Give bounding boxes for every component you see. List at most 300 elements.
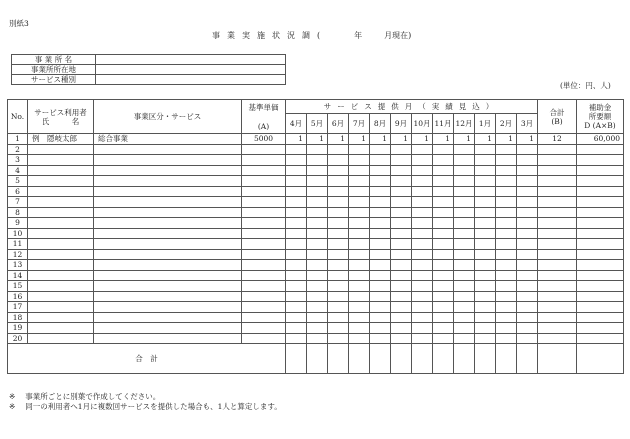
row-month-count[interactable]: [517, 186, 538, 197]
row-month-count[interactable]: [517, 176, 538, 187]
row-month-count[interactable]: [286, 312, 307, 323]
row-month-count[interactable]: [286, 165, 307, 176]
row-user-name[interactable]: [28, 144, 94, 155]
row-month-count[interactable]: [328, 186, 349, 197]
row-month-count[interactable]: [391, 197, 412, 208]
row-total[interactable]: [538, 207, 577, 218]
row-unit-price[interactable]: [242, 291, 286, 302]
row-month-count[interactable]: [370, 260, 391, 271]
row-month-count[interactable]: 1: [475, 134, 496, 145]
row-month-count[interactable]: [412, 155, 433, 166]
grand-total-cell[interactable]: [370, 344, 391, 374]
row-month-count[interactable]: [412, 176, 433, 187]
row-month-count[interactable]: [307, 186, 328, 197]
row-month-count[interactable]: [307, 197, 328, 208]
row-subsidy[interactable]: [577, 270, 624, 281]
row-month-count[interactable]: [286, 249, 307, 260]
row-total[interactable]: [538, 197, 577, 208]
row-month-count[interactable]: [517, 207, 538, 218]
row-unit-price[interactable]: [242, 207, 286, 218]
row-month-count[interactable]: [391, 249, 412, 260]
row-month-count[interactable]: [433, 270, 454, 281]
row-user-name[interactable]: [28, 323, 94, 334]
row-user-name[interactable]: 例 隠岐太郎: [28, 134, 94, 145]
row-month-count[interactable]: [517, 228, 538, 239]
row-month-count[interactable]: [433, 239, 454, 250]
row-month-count[interactable]: [454, 333, 475, 344]
row-month-count[interactable]: [328, 197, 349, 208]
row-month-count[interactable]: [328, 302, 349, 313]
row-month-count[interactable]: [391, 312, 412, 323]
row-subsidy[interactable]: [577, 155, 624, 166]
row-total[interactable]: [538, 312, 577, 323]
row-month-count[interactable]: [286, 155, 307, 166]
row-month-count[interactable]: [328, 291, 349, 302]
row-unit-price[interactable]: [242, 270, 286, 281]
row-month-count[interactable]: [412, 165, 433, 176]
row-service[interactable]: [94, 176, 242, 187]
row-month-count[interactable]: [496, 197, 517, 208]
row-month-count[interactable]: [496, 302, 517, 313]
row-user-name[interactable]: [28, 239, 94, 250]
row-service[interactable]: [94, 155, 242, 166]
row-month-count[interactable]: 1: [370, 134, 391, 145]
row-month-count[interactable]: [349, 333, 370, 344]
row-month-count[interactable]: 1: [349, 134, 370, 145]
row-month-count[interactable]: [328, 176, 349, 187]
row-month-count[interactable]: [454, 176, 475, 187]
row-month-count[interactable]: [496, 249, 517, 260]
row-unit-price[interactable]: [242, 323, 286, 334]
grand-total-cell[interactable]: [412, 344, 433, 374]
row-subsidy[interactable]: [577, 323, 624, 334]
row-total[interactable]: [538, 333, 577, 344]
row-month-count[interactable]: [496, 207, 517, 218]
row-unit-price[interactable]: [242, 312, 286, 323]
row-month-count[interactable]: [475, 165, 496, 176]
row-month-count[interactable]: [517, 312, 538, 323]
row-month-count[interactable]: [328, 270, 349, 281]
row-unit-price[interactable]: 5000: [242, 134, 286, 145]
row-month-count[interactable]: [349, 176, 370, 187]
info-value-field[interactable]: [96, 65, 286, 75]
row-month-count[interactable]: [433, 207, 454, 218]
row-month-count[interactable]: [370, 176, 391, 187]
row-subsidy[interactable]: [577, 302, 624, 313]
row-month-count[interactable]: [475, 291, 496, 302]
row-month-count[interactable]: [286, 186, 307, 197]
row-month-count[interactable]: [475, 281, 496, 292]
row-month-count[interactable]: [433, 260, 454, 271]
row-month-count[interactable]: [349, 249, 370, 260]
grand-total-cell[interactable]: [433, 344, 454, 374]
row-month-count[interactable]: [454, 228, 475, 239]
row-user-name[interactable]: [28, 186, 94, 197]
row-service[interactable]: [94, 270, 242, 281]
row-month-count[interactable]: [496, 323, 517, 334]
row-month-count[interactable]: [475, 260, 496, 271]
row-month-count[interactable]: [412, 249, 433, 260]
row-month-count[interactable]: [307, 302, 328, 313]
row-month-count[interactable]: [475, 218, 496, 229]
row-month-count[interactable]: [349, 186, 370, 197]
row-month-count[interactable]: [349, 270, 370, 281]
row-unit-price[interactable]: [242, 281, 286, 292]
row-month-count[interactable]: [391, 260, 412, 271]
row-user-name[interactable]: [28, 291, 94, 302]
row-month-count[interactable]: [475, 239, 496, 250]
row-month-count[interactable]: [370, 291, 391, 302]
row-month-count[interactable]: [412, 270, 433, 281]
row-month-count[interactable]: [370, 186, 391, 197]
row-total[interactable]: [538, 323, 577, 334]
row-subsidy[interactable]: [577, 260, 624, 271]
row-month-count[interactable]: [370, 270, 391, 281]
row-total[interactable]: [538, 228, 577, 239]
row-month-count[interactable]: 1: [517, 134, 538, 145]
row-month-count[interactable]: 1: [433, 134, 454, 145]
row-month-count[interactable]: [370, 228, 391, 239]
row-month-count[interactable]: [475, 186, 496, 197]
row-total[interactable]: [538, 270, 577, 281]
row-month-count[interactable]: [370, 144, 391, 155]
row-user-name[interactable]: [28, 270, 94, 281]
row-user-name[interactable]: [28, 333, 94, 344]
grand-total-cell[interactable]: [349, 344, 370, 374]
row-unit-price[interactable]: [242, 165, 286, 176]
row-month-count[interactable]: [496, 333, 517, 344]
grand-total-cell[interactable]: [307, 344, 328, 374]
row-month-count[interactable]: [307, 270, 328, 281]
row-subsidy[interactable]: 60,000: [577, 134, 624, 145]
row-month-count[interactable]: [307, 176, 328, 187]
row-month-count[interactable]: [517, 333, 538, 344]
row-month-count[interactable]: [328, 165, 349, 176]
row-month-count[interactable]: [454, 323, 475, 334]
row-subsidy[interactable]: [577, 218, 624, 229]
row-month-count[interactable]: [349, 228, 370, 239]
row-month-count[interactable]: [370, 302, 391, 313]
row-month-count[interactable]: [307, 291, 328, 302]
row-month-count[interactable]: [328, 239, 349, 250]
row-month-count[interactable]: [454, 186, 475, 197]
row-service[interactable]: 総合事業: [94, 134, 242, 145]
row-month-count[interactable]: [454, 260, 475, 271]
row-total[interactable]: [538, 218, 577, 229]
row-month-count[interactable]: [433, 197, 454, 208]
row-month-count[interactable]: 1: [454, 134, 475, 145]
row-month-count[interactable]: [391, 165, 412, 176]
row-month-count[interactable]: [496, 260, 517, 271]
row-month-count[interactable]: [307, 260, 328, 271]
row-month-count[interactable]: [391, 239, 412, 250]
row-month-count[interactable]: [475, 270, 496, 281]
row-month-count[interactable]: [307, 218, 328, 229]
row-service[interactable]: [94, 218, 242, 229]
row-user-name[interactable]: [28, 228, 94, 239]
row-month-count[interactable]: [433, 218, 454, 229]
row-month-count[interactable]: [328, 312, 349, 323]
info-value-field[interactable]: [96, 55, 286, 65]
row-month-count[interactable]: 1: [328, 134, 349, 145]
row-month-count[interactable]: [496, 186, 517, 197]
row-month-count[interactable]: [433, 323, 454, 334]
row-month-count[interactable]: [349, 312, 370, 323]
row-month-count[interactable]: [517, 165, 538, 176]
row-month-count[interactable]: [475, 207, 496, 218]
row-month-count[interactable]: [328, 207, 349, 218]
row-month-count[interactable]: [307, 249, 328, 260]
row-month-count[interactable]: [517, 249, 538, 260]
row-month-count[interactable]: [370, 333, 391, 344]
row-month-count[interactable]: [517, 197, 538, 208]
row-service[interactable]: [94, 291, 242, 302]
row-total[interactable]: [538, 155, 577, 166]
row-unit-price[interactable]: [242, 155, 286, 166]
row-month-count[interactable]: [454, 249, 475, 260]
row-month-count[interactable]: [496, 270, 517, 281]
row-total[interactable]: 12: [538, 134, 577, 145]
row-month-count[interactable]: [475, 176, 496, 187]
row-month-count[interactable]: [433, 144, 454, 155]
row-month-count[interactable]: [286, 176, 307, 187]
row-month-count[interactable]: [286, 207, 307, 218]
row-month-count[interactable]: [349, 291, 370, 302]
row-month-count[interactable]: [286, 291, 307, 302]
row-month-count[interactable]: [349, 207, 370, 218]
row-service[interactable]: [94, 239, 242, 250]
row-month-count[interactable]: [370, 323, 391, 334]
row-month-count[interactable]: [286, 333, 307, 344]
row-total[interactable]: [538, 260, 577, 271]
row-month-count[interactable]: [496, 312, 517, 323]
row-month-count[interactable]: [496, 291, 517, 302]
grand-total-cell[interactable]: [286, 344, 307, 374]
row-user-name[interactable]: [28, 155, 94, 166]
row-service[interactable]: [94, 333, 242, 344]
row-month-count[interactable]: [349, 323, 370, 334]
row-month-count[interactable]: [328, 228, 349, 239]
row-service[interactable]: [94, 197, 242, 208]
row-subsidy[interactable]: [577, 291, 624, 302]
row-month-count[interactable]: [517, 281, 538, 292]
row-service[interactable]: [94, 165, 242, 176]
row-month-count[interactable]: [328, 333, 349, 344]
row-subsidy[interactable]: [577, 176, 624, 187]
row-month-count[interactable]: [328, 155, 349, 166]
row-total[interactable]: [538, 249, 577, 260]
row-user-name[interactable]: [28, 260, 94, 271]
row-month-count[interactable]: [412, 333, 433, 344]
row-unit-price[interactable]: [242, 176, 286, 187]
row-month-count[interactable]: [454, 239, 475, 250]
row-subsidy[interactable]: [577, 333, 624, 344]
row-service[interactable]: [94, 249, 242, 260]
row-total[interactable]: [538, 302, 577, 313]
row-unit-price[interactable]: [242, 249, 286, 260]
row-month-count[interactable]: [286, 260, 307, 271]
row-total[interactable]: [538, 186, 577, 197]
row-month-count[interactable]: [412, 207, 433, 218]
grand-total-cell[interactable]: [577, 344, 624, 374]
row-service[interactable]: [94, 144, 242, 155]
row-month-count[interactable]: [517, 144, 538, 155]
row-user-name[interactable]: [28, 249, 94, 260]
row-month-count[interactable]: [370, 281, 391, 292]
row-month-count[interactable]: [433, 155, 454, 166]
row-month-count[interactable]: [286, 239, 307, 250]
row-user-name[interactable]: [28, 176, 94, 187]
row-month-count[interactable]: [517, 239, 538, 250]
row-month-count[interactable]: [349, 155, 370, 166]
grand-total-cell[interactable]: [328, 344, 349, 374]
row-month-count[interactable]: [454, 218, 475, 229]
row-month-count[interactable]: [475, 312, 496, 323]
row-month-count[interactable]: [454, 155, 475, 166]
row-month-count[interactable]: [475, 249, 496, 260]
row-month-count[interactable]: [349, 165, 370, 176]
row-month-count[interactable]: [307, 239, 328, 250]
row-service[interactable]: [94, 186, 242, 197]
row-month-count[interactable]: [307, 228, 328, 239]
row-month-count[interactable]: [391, 302, 412, 313]
grand-total-cell[interactable]: [454, 344, 475, 374]
row-month-count[interactable]: [391, 291, 412, 302]
row-total[interactable]: [538, 144, 577, 155]
row-month-count[interactable]: [475, 197, 496, 208]
row-month-count[interactable]: [391, 323, 412, 334]
row-month-count[interactable]: [496, 176, 517, 187]
row-month-count[interactable]: [307, 207, 328, 218]
row-month-count[interactable]: [307, 165, 328, 176]
row-unit-price[interactable]: [242, 218, 286, 229]
row-month-count[interactable]: [307, 312, 328, 323]
row-month-count[interactable]: [391, 333, 412, 344]
row-month-count[interactable]: [307, 323, 328, 334]
row-month-count[interactable]: [496, 144, 517, 155]
row-month-count[interactable]: [349, 218, 370, 229]
row-month-count[interactable]: [517, 270, 538, 281]
row-month-count[interactable]: [391, 218, 412, 229]
row-month-count[interactable]: [349, 197, 370, 208]
row-subsidy[interactable]: [577, 186, 624, 197]
row-month-count[interactable]: [433, 281, 454, 292]
row-month-count[interactable]: [517, 323, 538, 334]
row-month-count[interactable]: [349, 239, 370, 250]
row-month-count[interactable]: [286, 281, 307, 292]
row-month-count[interactable]: [496, 218, 517, 229]
row-month-count[interactable]: [475, 228, 496, 239]
row-month-count[interactable]: [286, 323, 307, 334]
row-month-count[interactable]: [412, 197, 433, 208]
row-month-count[interactable]: [328, 281, 349, 292]
row-unit-price[interactable]: [242, 197, 286, 208]
row-unit-price[interactable]: [242, 302, 286, 313]
row-month-count[interactable]: [454, 291, 475, 302]
row-month-count[interactable]: [454, 197, 475, 208]
row-user-name[interactable]: [28, 165, 94, 176]
row-month-count[interactable]: 1: [391, 134, 412, 145]
row-month-count[interactable]: [412, 312, 433, 323]
row-month-count[interactable]: [412, 260, 433, 271]
row-month-count[interactable]: [496, 165, 517, 176]
row-month-count[interactable]: [412, 281, 433, 292]
row-subsidy[interactable]: [577, 197, 624, 208]
row-month-count[interactable]: [433, 165, 454, 176]
row-total[interactable]: [538, 165, 577, 176]
row-month-count[interactable]: [412, 323, 433, 334]
row-month-count[interactable]: [496, 228, 517, 239]
row-month-count[interactable]: [307, 144, 328, 155]
row-month-count[interactable]: [370, 218, 391, 229]
row-month-count[interactable]: [370, 197, 391, 208]
row-subsidy[interactable]: [577, 165, 624, 176]
row-month-count[interactable]: [328, 323, 349, 334]
row-month-count[interactable]: [475, 144, 496, 155]
row-month-count[interactable]: [286, 228, 307, 239]
row-month-count[interactable]: [412, 144, 433, 155]
row-month-count[interactable]: [475, 155, 496, 166]
row-unit-price[interactable]: [242, 239, 286, 250]
row-month-count[interactable]: [433, 186, 454, 197]
row-month-count[interactable]: [454, 270, 475, 281]
row-user-name[interactable]: [28, 218, 94, 229]
row-month-count[interactable]: [412, 228, 433, 239]
row-subsidy[interactable]: [577, 207, 624, 218]
row-month-count[interactable]: [370, 249, 391, 260]
row-month-count[interactable]: [496, 155, 517, 166]
grand-total-cell[interactable]: [391, 344, 412, 374]
row-month-count[interactable]: [286, 144, 307, 155]
row-month-count[interactable]: [391, 155, 412, 166]
row-month-count[interactable]: [412, 218, 433, 229]
row-subsidy[interactable]: [577, 144, 624, 155]
row-month-count[interactable]: [475, 333, 496, 344]
row-month-count[interactable]: [433, 291, 454, 302]
row-month-count[interactable]: [286, 218, 307, 229]
row-month-count[interactable]: [433, 249, 454, 260]
grand-total-cell[interactable]: [496, 344, 517, 374]
row-month-count[interactable]: [475, 302, 496, 313]
row-month-count[interactable]: [412, 291, 433, 302]
row-month-count[interactable]: [517, 218, 538, 229]
row-month-count[interactable]: [433, 333, 454, 344]
row-month-count[interactable]: [349, 281, 370, 292]
row-user-name[interactable]: [28, 207, 94, 218]
row-month-count[interactable]: [433, 302, 454, 313]
row-month-count[interactable]: [433, 176, 454, 187]
row-month-count[interactable]: 1: [496, 134, 517, 145]
row-service[interactable]: [94, 207, 242, 218]
row-month-count[interactable]: [286, 302, 307, 313]
row-unit-price[interactable]: [242, 333, 286, 344]
row-month-count[interactable]: [286, 270, 307, 281]
row-month-count[interactable]: [391, 228, 412, 239]
row-month-count[interactable]: [517, 155, 538, 166]
row-month-count[interactable]: [454, 302, 475, 313]
info-value-field[interactable]: [96, 75, 286, 85]
row-month-count[interactable]: [307, 155, 328, 166]
row-month-count[interactable]: [454, 165, 475, 176]
row-unit-price[interactable]: [242, 260, 286, 271]
grand-total-cell[interactable]: [475, 344, 496, 374]
row-month-count[interactable]: [517, 260, 538, 271]
row-month-count[interactable]: [475, 323, 496, 334]
row-month-count[interactable]: [391, 186, 412, 197]
row-total[interactable]: [538, 291, 577, 302]
row-month-count[interactable]: [349, 260, 370, 271]
row-subsidy[interactable]: [577, 312, 624, 323]
